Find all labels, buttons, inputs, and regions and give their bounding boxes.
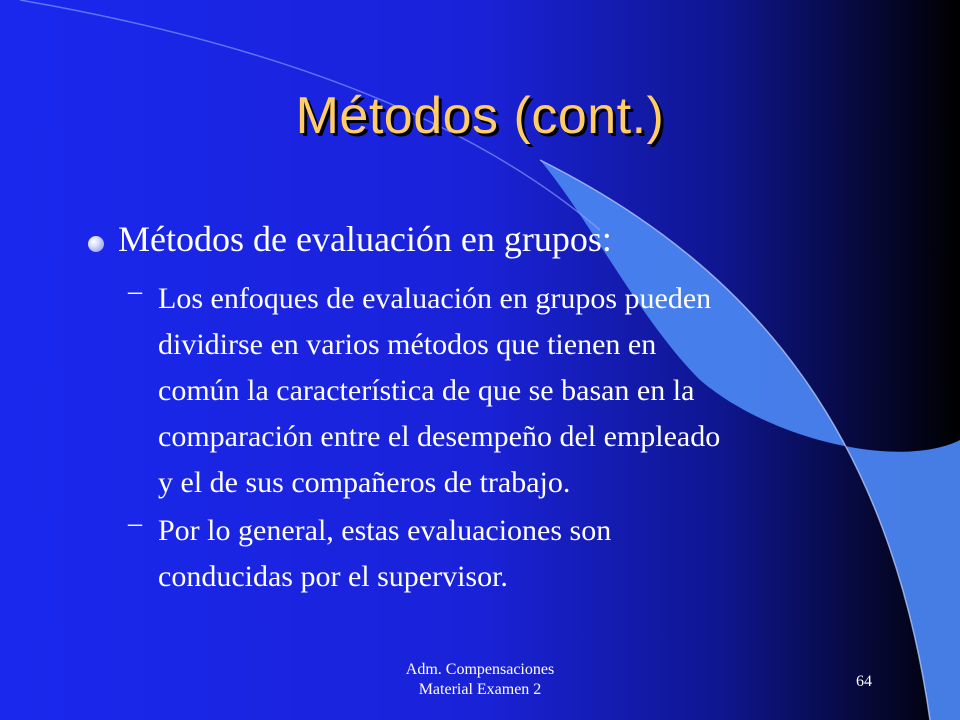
subpoint-line: común la característica de que se basan en la xyxy=(158,374,695,407)
bullet-dot-icon xyxy=(88,236,104,252)
dash-marker: – xyxy=(128,276,142,307)
footer-line-2: Material Examen 2 xyxy=(418,681,542,698)
page-number: 64 xyxy=(856,673,872,690)
slide-title: Métodos (cont.) xyxy=(295,87,665,145)
subpoint-2 xyxy=(128,508,868,600)
subpoint-line: Por lo general, estas evaluaciones son xyxy=(158,514,612,547)
subpoint-line: conducidas por el supervisor. xyxy=(158,560,508,593)
subpoint-line: comparación entre el desempeño del empleado xyxy=(158,420,721,453)
subpoint-line: dividirse en varios métodos que tienen en xyxy=(158,328,657,361)
subpoint-line: Los enfoques de evaluación en grupos pueden xyxy=(158,282,712,315)
subpoint-1 xyxy=(128,276,868,506)
dash-marker: – xyxy=(128,508,142,539)
footer-text xyxy=(370,660,590,700)
main-bullet-text: Métodos de evaluación en grupos: xyxy=(118,219,612,259)
footer-line-1: Adm. Compensaciones xyxy=(405,661,555,678)
subpoint-line: y el de sus compañeros de trabajo. xyxy=(158,466,571,499)
